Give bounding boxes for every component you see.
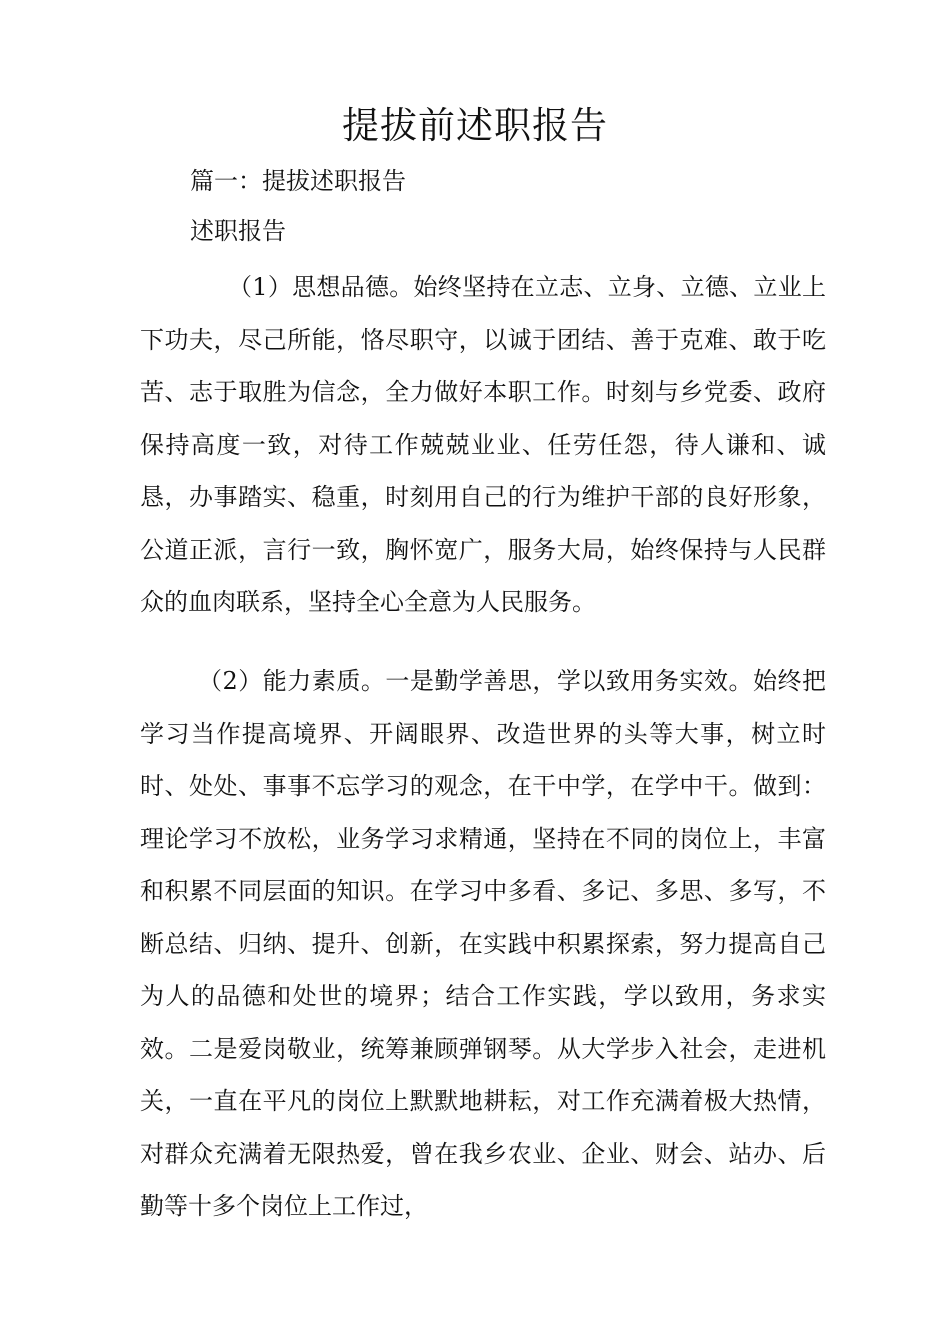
sub-heading: 述职报告 — [190, 217, 286, 245]
section-heading: 篇一：提拔述职报告 — [190, 167, 406, 195]
paragraph-ability: （2）能力素质。一是勤学善思，学以致用务实效。始终把学习当作提高境界、开阔眼界、改造世界的头等大事，树立时时、处处、事事不忘学习的观念，在干中学，在学中干。做到：理论学习不放松，业务学习求精通，坚持在不同的岗位上，丰富和积累不同层面的知识。在学习中多看、多记、多思、多写，不断总结、归纳、提升、创新，在实践中积累探索，努力提高自己为人的品德和处世的境界；结合工作实践，学以致用，务求实效。二是爱岗敬业，统筹兼顾弹钢琴。从大学步入社会，走进机关，一直在平凡的岗位上默默地耕耘，对工作充满着极大热情，对群众充满着无限热爱，曾在我乡农业、企业、财会、站办、后勤等十多个岗位上工作过， — [140, 667, 826, 1220]
paragraph-ideology: （1）思想品德。始终坚持在立志、立身、立德、立业上下功夫，尽己所能，恪尽职守，以诚于团结、善于克难、敢于吃苦、志于取胜为信念，全力做好本职工作。时刻与乡党委、政府保持高度一致，对待工作兢兢业业、任劳任怨，待人谦和、诚恳，办事踏实、稳重，时刻用自己的行为维护干部的良好形象，公道正派，言行一致，胸怀宽广，服务大局，始终保持与人民群众的血肉联系，坚持全心全意为人民服务。 — [140, 273, 826, 616]
document-title: 提拔前述职报告 — [342, 104, 608, 147]
